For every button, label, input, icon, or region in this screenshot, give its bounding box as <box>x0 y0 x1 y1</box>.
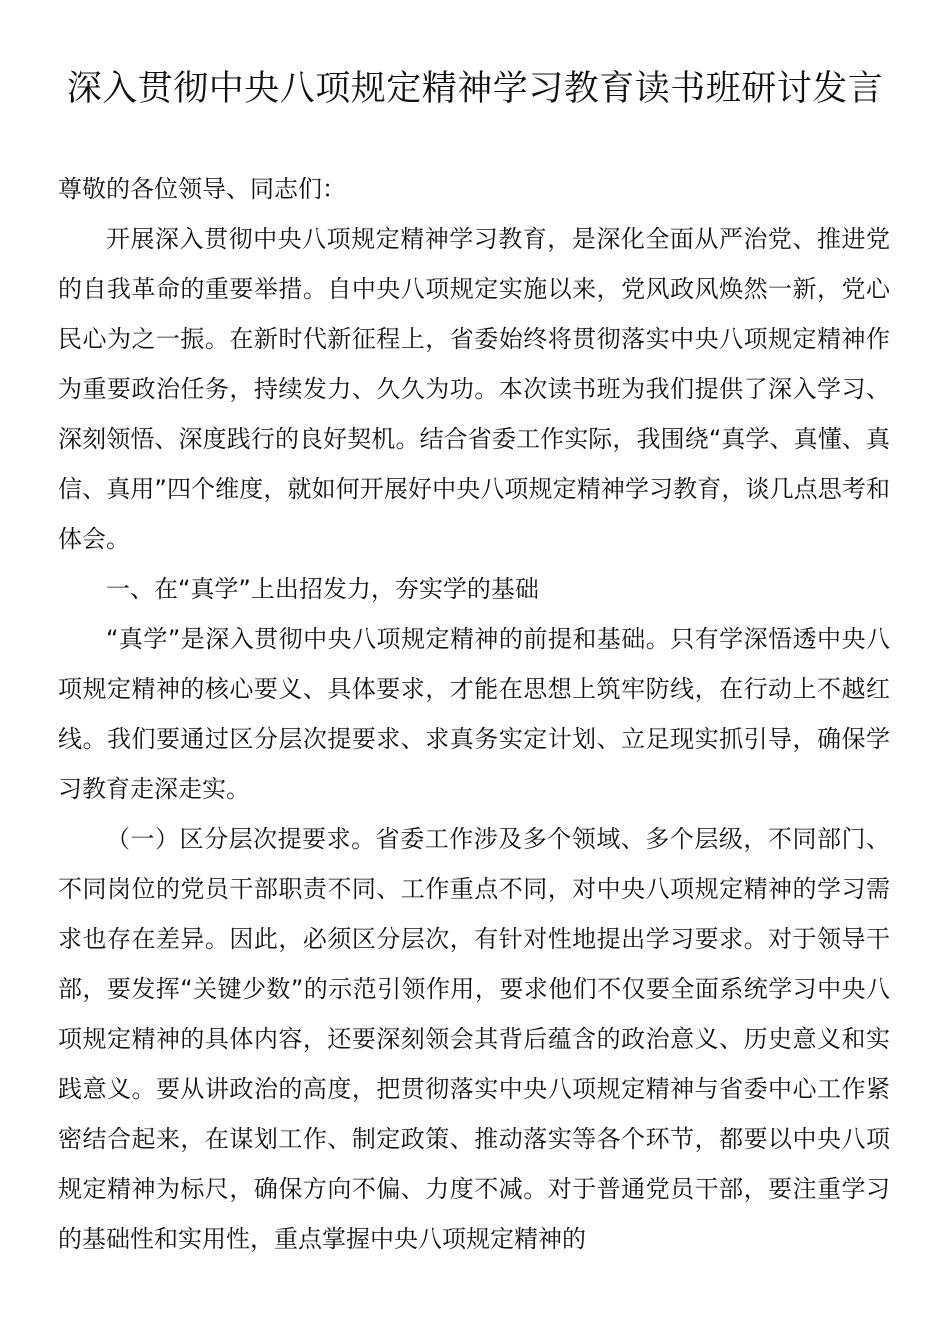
document-body <box>58 164 890 1264</box>
intro-paragraph: 开展深入贯彻中央八项规定精神学习教育，是深化全面从严治党、推进党的自我革命的重要举措。自中央八项规定实施以来，党风政风焕然一新，党心民心为之一振。在新时代新征程上，省委始终将贯彻落实中央八项规定精神作为重要政治任务，持续发力、久久为功。本次读书班为我们提供了深入学习、深刻领悟、深度践行的良好契机。结合省委工作实际，我围绕“真学、真懂、真信、真用”四个维度，就如何开展好中央八项规定精神学习教育，谈几点思考和体会。 <box>58 225 890 553</box>
section-paragraph: “真学”是深入贯彻中央八项规定精神的前提和基础。只有学深悟透中央八项规定精神的核心要义、具体要求，才能在思想上筑牢防线，在行动上不越红线。我们要通过区分层次提要求、求真务实定计划、立足现实抓引导，确保学习教育走深走实。 <box>58 625 890 803</box>
subsection-paragraph: （一）区分层次提要求。省委工作涉及多个领域、多个层级，不同部门、不同岗位的党员干部职责不同、工作重点不同，对中央八项规定精神的学习需求也存在差异。因此，必须区分层次，有针对性地提出学习要求。对于领导干部，要发挥“关键少数”的示范引领作用，要求他们不仅要全面系统学习中央八项规定精神的具体内容，还要深刻领会其背后蕴含的政治意义、历史意义和实践意义。要从讲政治的高度，把贯彻落实中央八项规定精神与省委中心工作紧密结合起来，在谋划工作、制定政策、推动落实等各个环节，都要以中央八项规定精神为标尺，确保方向不偏、力度不减。对于普通党员干部，要注重学习的基础性和实用性，重点掌握中央八项规定精神的 <box>58 825 890 1253</box>
section-heading: 一、在“真学”上出招发力，夯实学的基础 <box>106 575 539 603</box>
document-title: 深入贯彻中央八项规定精神学习教育读书班研讨发言 <box>66 69 884 109</box>
salutation: 尊敬的各位领导、同志们： <box>58 175 346 203</box>
